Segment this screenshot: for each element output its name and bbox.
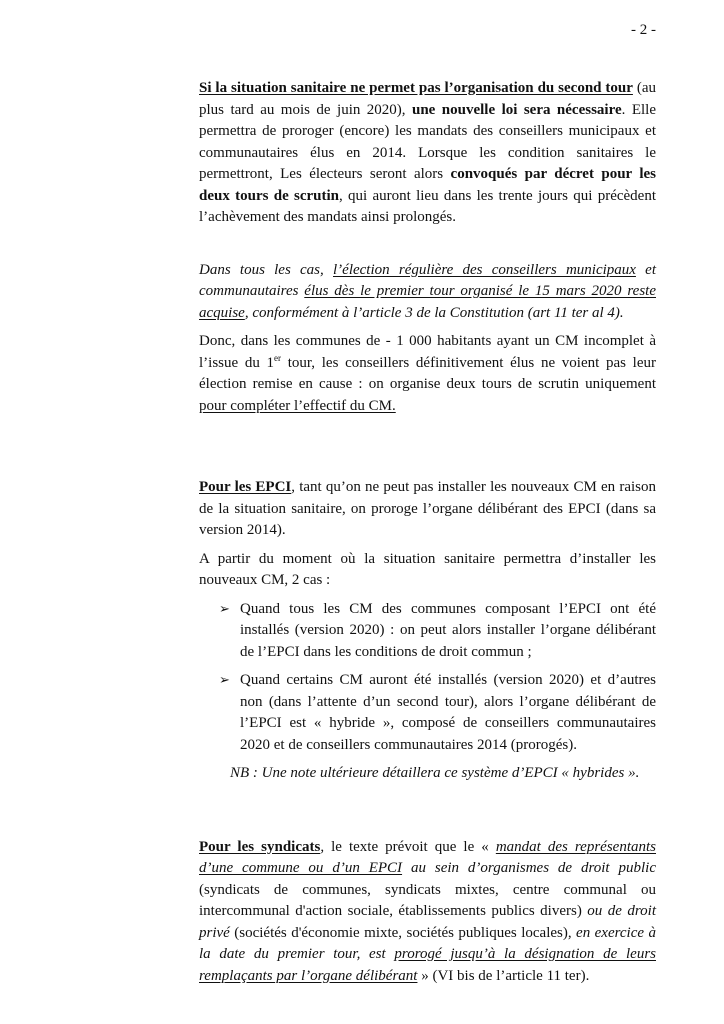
text-bold: convoqués par décret pour les deux tours de scrutin <box>199 166 656 204</box>
text: , qui auront lieu dans les trente jours qui précèdent l’achèvement des mandats ainsi prolongés. <box>199 187 656 225</box>
text: , conformément à l’article 3 de la Constitution (art 11 ter al 4). <box>244 304 624 321</box>
arrow-bullet-icon: ➢ <box>219 601 230 617</box>
text-bold-underline: Pour les EPCI <box>199 479 292 495</box>
note-nb: NB : Une note ultérieure détaillera ce système d’EPCI « hybrides ». <box>230 765 640 781</box>
superscript: er <box>274 352 282 363</box>
text: et communautaires <box>199 261 657 299</box>
text-bold: une nouvelle loi sera nécessaire <box>412 101 622 118</box>
bullet-text: Quand tous les CM des communes composant l’EPCI ont été installés (version 2020) : on peut alors installer l’organe délibérant de l’EPCI dans les conditions de droit commun ; <box>240 600 656 660</box>
text: (au plus tard au mois de juin 2020), <box>199 80 656 118</box>
paragraph-epci <box>199 477 656 542</box>
text: . Elle permettra de proroger (encore) les mandats des conseillers municipaux et communautaires élus en 2014. Lorsque les condition sanitaires le permettront, Les électeurs seront alors <box>199 101 656 182</box>
text: Donc, dans les communes de - 1 000 habitants ayant un CM incomplet à l’issue du 1 <box>199 333 656 371</box>
text-underline: l’élection régulière des conseillers municipaux <box>333 261 636 278</box>
paragraph-election-acquise <box>199 260 656 325</box>
paragraph-communes-cm-incomplet <box>199 331 656 417</box>
text-italic-underline: mandat des représentants d’une commune ou d’un EPCI <box>199 838 657 876</box>
text-underline: élus dès le premier tour organisé le 15 mars 2020 reste acquise <box>199 283 656 321</box>
text-italic: au sein d’organismes de droit public <box>402 860 656 876</box>
text: tour, les conseillers définitivement élus ne voient pas leur élection remise en cause : on organise deux tours de scrutin uniquement <box>199 354 656 392</box>
document-body <box>199 78 656 987</box>
arrow-bullet-icon: ➢ <box>219 673 230 688</box>
text-bold-underline: Pour les syndicats <box>199 838 321 855</box>
text: Dans tous les cas, <box>199 261 333 278</box>
text-italic-underline: prorogé jusqu’à la désignation de leurs remplaçants par l’organe délibérant <box>199 946 656 984</box>
text: (sociétés d'économie mixte, sociétés publiques locales), <box>229 924 577 941</box>
paragraph-deux-cas: A partir du moment où la situation sanitaire permettra d’installer les nouveaux CM, 2 cas : <box>199 550 656 588</box>
text-underline: pour compléter l’effectif du CM. <box>199 397 396 414</box>
bullet-item <box>199 599 656 664</box>
text-bold-underline: Si la situation sanitaire ne permet pas l’organisation du second tour <box>199 80 633 96</box>
page-number: - 2 - <box>631 22 656 38</box>
text: , tant qu’on ne peut pas installer les nouveaux CM en raison de la situation sanitaire, on proroge l’organe délibérant des EPCI (dans sa version 2014). <box>199 479 656 538</box>
text: (syndicats de communes, syndicats mixtes, centre communal ou intercommunal d'action sociale, établissements publics divers) <box>199 881 656 919</box>
bullet-text: Quand certains CM auront été installés (version 2020) et d’autres non (dans l’attente d’un second tour), alors l’organe délibérant de l’EPCI est « hybride », composé de conseillers communautaires 2020 et de conseillers communautaires 2014 (prorogés). <box>240 672 656 753</box>
text-italic: ou de droit privé <box>199 903 656 941</box>
text-italic: en exercice à la date du premier tour, est <box>199 924 656 962</box>
text: » (VI bis de l’article 11 ter). <box>417 967 590 984</box>
paragraph-second-tour <box>199 78 656 229</box>
bullet-item <box>199 670 656 756</box>
text: , le texte prévoit que le « <box>320 838 496 855</box>
paragraph-syndicats <box>199 837 656 988</box>
